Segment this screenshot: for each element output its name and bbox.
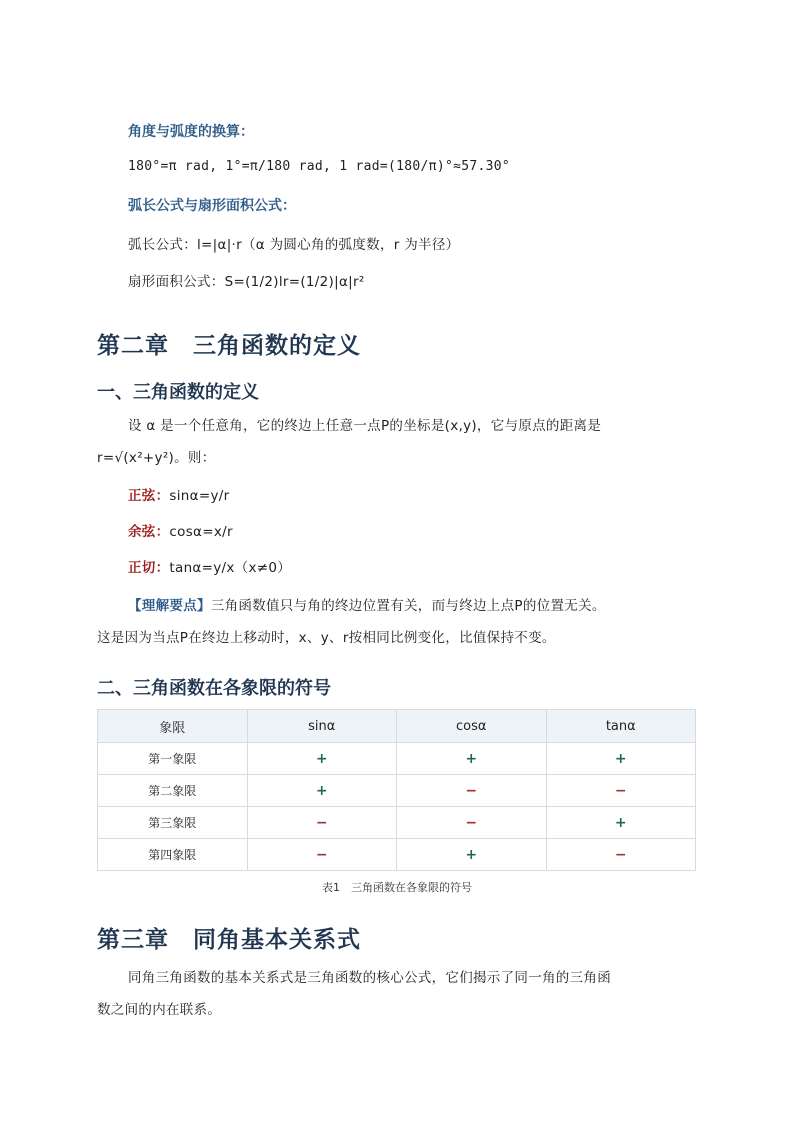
note-label: 【理解要点】 — [128, 598, 211, 614]
header-quadrant: 象限 — [98, 710, 248, 743]
sign-cell: + — [397, 743, 547, 775]
chapter3-paragraph-line2: 数之间的内在联系。 — [97, 1002, 222, 1018]
sign-cell: − — [247, 807, 397, 839]
header-sin: sinα — [247, 710, 397, 743]
section1-title: 一、三角函数的定义 — [97, 382, 259, 403]
table-row — [98, 743, 696, 775]
sine-formula: sinα=y/r — [169, 488, 230, 504]
sign-cell: + — [247, 743, 397, 775]
quadrant-signs-table — [97, 709, 696, 871]
quadrant-cell: 第三象限 — [98, 807, 248, 839]
section2-title: 二、三角函数在各象限的符号 — [97, 678, 331, 699]
table-row — [98, 775, 696, 807]
quadrant-cell: 第四象限 — [98, 839, 248, 871]
sector-area-formula: 扇形面积公式：S=(1/2)lr=(1/2)|α|r² — [128, 274, 365, 290]
sign-cell: + — [397, 839, 547, 871]
sine-label: 正弦： — [128, 488, 170, 504]
quadrant-cell: 第一象限 — [98, 743, 248, 775]
sign-cell: − — [397, 775, 547, 807]
sign-cell: − — [397, 807, 547, 839]
table-caption: 表1 三角函数在各象限的符号 — [322, 881, 472, 894]
table-row — [98, 807, 696, 839]
chapter3-title: 第三章 同角基本关系式 — [97, 927, 361, 953]
angle-conversion-formula: 180°=π rad, 1°=π/180 rad, 1 rad=(180/π)°≈57.30° — [128, 159, 510, 174]
quadrant-cell: 第二象限 — [98, 775, 248, 807]
cosine-formula: cosα=x/r — [169, 524, 233, 540]
sine-definition — [128, 484, 229, 504]
sign-cell: + — [247, 775, 397, 807]
tangent-label: 正切： — [128, 560, 170, 576]
header-cos: cosα — [397, 710, 547, 743]
sign-cell: + — [546, 743, 696, 775]
note-line1 — [128, 594, 606, 614]
cosine-definition — [128, 520, 233, 540]
sign-cell: − — [546, 839, 696, 871]
angle-conversion-heading: 角度与弧度的换算： — [128, 124, 254, 140]
arc-sector-heading: 弧长公式与扇形面积公式： — [128, 198, 296, 214]
definition-paragraph-line1: 设 α 是一个任意角，它的终边上任意一点P的坐标是(x,y)，它与原点的距离是 — [128, 418, 602, 434]
sign-cell: − — [546, 775, 696, 807]
note-text-line1: 三角函数值只与角的终边位置有关，而与终边上点P的位置无关。 — [210, 598, 606, 614]
definition-paragraph-line2: r=√(x²+y²)。则： — [97, 450, 216, 466]
tangent-formula: tanα=y/x（x≠0） — [169, 560, 292, 576]
arc-length-formula: 弧长公式：l=|α|·r（α 为圆心角的弧度数，r 为半径） — [128, 237, 460, 253]
sign-cell: + — [546, 807, 696, 839]
tangent-definition — [128, 556, 291, 576]
header-tan: tanα — [546, 710, 696, 743]
cosine-label: 余弦： — [128, 524, 170, 540]
table-row — [98, 839, 696, 871]
sign-cell: − — [247, 839, 397, 871]
chapter3-paragraph-line1: 同角三角函数的基本关系式是三角函数的核心公式，它们揭示了同一角的三角函 — [128, 970, 611, 986]
table-header-row — [98, 710, 696, 743]
note-line2: 这是因为当点P在终边上移动时，x、y、r按相同比例变化，比值保持不变。 — [97, 630, 556, 646]
chapter2-title: 第二章 三角函数的定义 — [97, 333, 361, 359]
